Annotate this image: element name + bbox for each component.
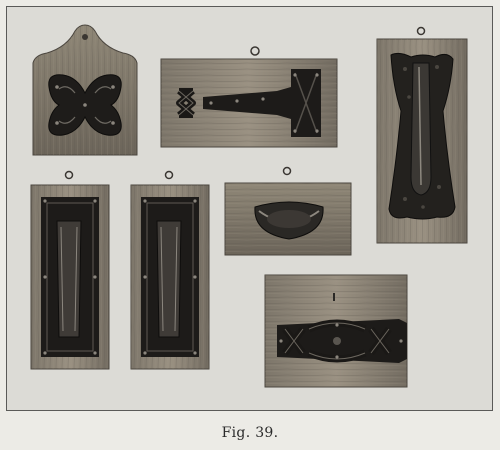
drop-handle-icon (157, 221, 181, 337)
board-hammered-pull (377, 28, 467, 244)
drop-handle-icon (57, 221, 81, 337)
board-knot-strap-hinge (161, 47, 337, 147)
board-knot-lock-plate (265, 275, 407, 387)
figure-caption: Fig. 39. (221, 425, 279, 441)
board-bail-pull (225, 168, 351, 256)
board-butterfly-hinge (33, 25, 137, 155)
hardware-photo-svg (7, 7, 493, 411)
photograph (6, 6, 493, 411)
board-drop-handle-right (131, 172, 209, 370)
board-drop-handle-left (31, 172, 109, 370)
